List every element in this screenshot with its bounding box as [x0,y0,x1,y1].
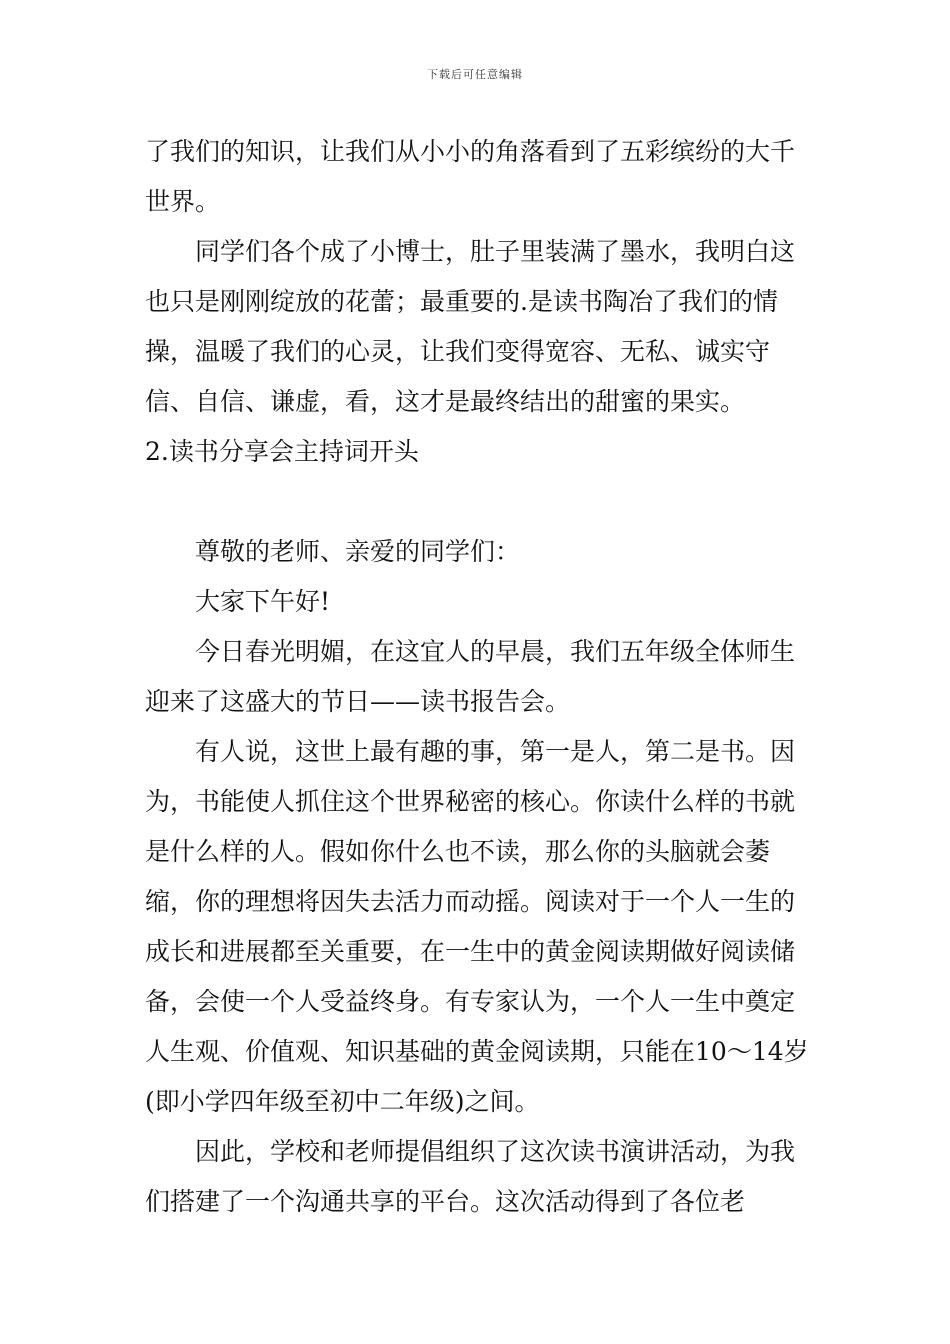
blank-line [145,477,810,527]
section-heading: 2.读书分享会主持词开头 [145,437,419,466]
salutation: 尊敬的老师、亲爱的同学们： [195,537,521,566]
paragraph-activity: 因此，学校和老师提倡组织了这次读书演讲活动，为我们搭建了一个沟通共享的平台。这次活动得到了各位老 [145,1137,796,1216]
paragraph-opening: 今日春光明媚，在这宜人的早晨，我们五年级全体师生迎来了这盛大的节日——读书报告会。 [145,637,796,716]
paragraph-reading-benefits: 同学们各个成了小博士，肚子里装满了墨水，我明白这也只是刚刚绽放的花蕾；最重要的.是读书陶冶了我们的情操，温暖了我们的心灵，让我们变得宽容、无私、诚实守信、自信、谦虚，看，这才是最终结出的甜蜜的果实。 [145,237,796,416]
paragraph-importance-of-reading: 有人说，这世上最有趣的事，第一是人，第二是书。因为，书能使人抓住这个世界秘密的核心。你读什么样的书就是什么样的人。假如你什么也不读，那么你的头脑就会萎缩，你的理想将因失去活力而动摇。阅读对于一个人一生的成长和进展都至关重要，在一生中的黄金阅读期做好阅读储备，会使一个人受益终身。有专家认为，一个人一生中奠定人生观、价值观、知识基础的黄金阅读期，只能在10～14岁(即小学四年级至初中二年级)之间。 [145,737,809,1116]
paragraph-continuation: 了我们的知识，让我们从小小的角落看到了五彩缤纷的大千世界。 [145,137,796,216]
document-body [145,127,810,1227]
page-header-note: 下载后可任意编辑 [427,68,523,81]
greeting: 大家下午好! [195,587,331,616]
